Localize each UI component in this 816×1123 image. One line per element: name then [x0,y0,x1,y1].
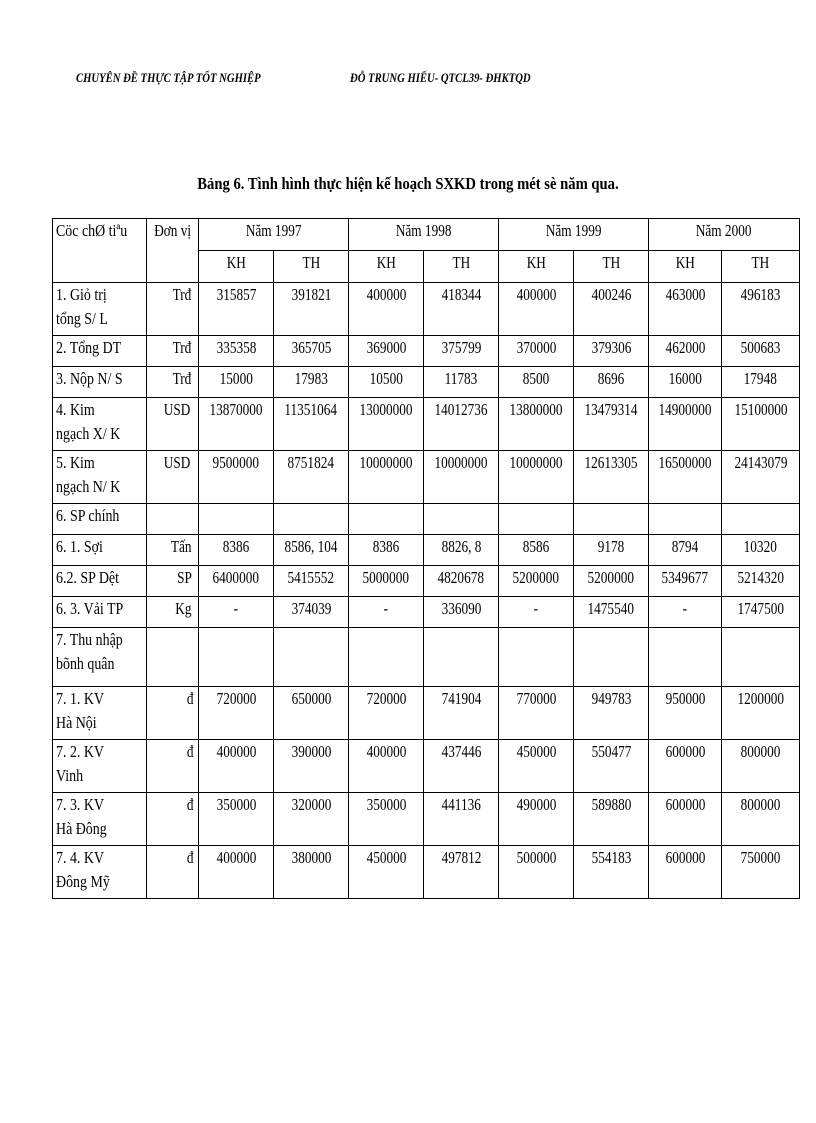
value-cell: 949783 [574,687,649,740]
value-cell: 8794 [649,535,722,566]
value-cell [349,628,424,687]
value-cell: 400246 [574,283,649,336]
row-unit [147,504,199,535]
value-cell: 500683 [722,336,800,367]
value-cell: 720000 [199,687,274,740]
value-cell: 8826, 8 [424,535,499,566]
row-label [53,367,147,398]
value-cell: 320000 [274,793,349,846]
row-label [53,597,147,628]
header-sub: TH [722,251,800,283]
row-label [53,398,147,451]
value-cell: 5349677 [649,566,722,597]
row-label-line1: 7. 1. KV [56,689,105,708]
value-cell: 5200000 [499,566,574,597]
header-right: ĐỖ TRUNG HIẾU- QTCL39- ĐHKTQD [350,70,531,85]
value-cell [722,504,800,535]
value-cell: 380000 [274,846,349,899]
row-label [53,687,147,740]
row-unit: SP [147,566,199,597]
header-year: Năm 1999 [499,219,649,251]
row-label-line1: 6. SP chính [56,506,120,525]
value-cell: 12613305 [574,451,649,504]
row-unit: Tấn [147,535,199,566]
value-cell [649,628,722,687]
value-cell: 370000 [499,336,574,367]
value-cell: 13000000 [349,398,424,451]
value-cell [499,504,574,535]
value-cell: 6400000 [199,566,274,597]
value-cell: 10320 [722,535,800,566]
header-sub: TH [574,251,649,283]
value-cell: 437446 [424,740,499,793]
value-cell: 11783 [424,367,499,398]
row-unit: USD [147,451,199,504]
row-label-line2: Hà Đông [56,819,107,838]
value-cell: 5200000 [574,566,649,597]
value-cell: 374039 [274,597,349,628]
header-year: Năm 2000 [649,219,800,251]
value-cell: 500000 [499,846,574,899]
row-label [53,451,147,504]
table-title-text: Bảng 6. Tình hình thực hiện kế hoạch SXKD trong mét sè năm qua. [197,174,619,193]
value-cell: 600000 [649,793,722,846]
value-cell: 800000 [722,793,800,846]
header-indicator: Cöc chØ tiªu [53,219,147,283]
table-row [53,846,800,899]
row-label-line1: 3. Nộp N/ S [56,369,123,388]
value-cell: 350000 [199,793,274,846]
row-label-line1: 7. 3. KV [56,795,105,814]
row-label [53,535,147,566]
table-row [53,398,800,451]
value-cell: 13870000 [199,398,274,451]
value-cell: - [199,597,274,628]
value-cell: 400000 [199,740,274,793]
table-row [53,597,800,628]
value-cell: 350000 [349,793,424,846]
value-cell: 1747500 [722,597,800,628]
value-cell: 15100000 [722,398,800,451]
value-cell [199,628,274,687]
row-unit: USD [147,398,199,451]
value-cell: 9500000 [199,451,274,504]
header-sub: TH [274,251,349,283]
value-cell: 441136 [424,793,499,846]
row-unit: Trđ [147,367,199,398]
table-row [53,283,800,336]
value-cell: 600000 [649,846,722,899]
row-label-line1: 6.2. SP Dệt [56,568,119,587]
row-label-line2: Hà Nội [56,713,97,732]
value-cell: 369000 [349,336,424,367]
value-cell: 8586 [499,535,574,566]
value-cell: 17983 [274,367,349,398]
value-cell [349,504,424,535]
value-cell: 750000 [722,846,800,899]
row-label [53,504,147,535]
header-year: Năm 1998 [349,219,499,251]
value-cell: 450000 [499,740,574,793]
value-cell: 14012736 [424,398,499,451]
table-row [53,336,800,367]
row-unit: Trđ [147,336,199,367]
value-cell [199,504,274,535]
header-sub: KH [349,251,424,283]
row-unit: đ [147,687,199,740]
table-title [0,174,816,194]
row-label [53,740,147,793]
value-cell: 365705 [274,336,349,367]
value-cell: 400000 [199,846,274,899]
value-cell: 741904 [424,687,499,740]
value-cell: 554183 [574,846,649,899]
row-label-line2: Vinh [56,766,84,785]
value-cell: 336090 [424,597,499,628]
value-cell: 8751824 [274,451,349,504]
value-cell: 400000 [349,283,424,336]
value-cell: 390000 [274,740,349,793]
table-row [53,687,800,740]
table-row [53,367,800,398]
row-label [53,283,147,336]
header-unit: Đơn vị [147,219,199,283]
row-unit: đ [147,846,199,899]
value-cell: 8696 [574,367,649,398]
value-cell [574,504,649,535]
value-cell: 375799 [424,336,499,367]
table-row [53,535,800,566]
header-sub: KH [499,251,574,283]
value-cell: 1200000 [722,687,800,740]
row-label-line1: 6. 3. Vải TP [56,599,124,618]
value-cell: 770000 [499,687,574,740]
value-cell: 24143079 [722,451,800,504]
value-cell: 400000 [349,740,424,793]
value-cell: 11351064 [274,398,349,451]
value-cell: 10000000 [349,451,424,504]
value-cell: 800000 [722,740,800,793]
value-cell [499,628,574,687]
value-cell: 10000000 [424,451,499,504]
plan-table [52,218,800,899]
value-cell [574,628,649,687]
value-cell: 10500 [349,367,424,398]
value-cell: 8586, 104 [274,535,349,566]
value-cell: 8386 [199,535,274,566]
row-label [53,793,147,846]
value-cell [274,628,349,687]
value-cell: 17948 [722,367,800,398]
row-label-line2: tổng S/ L [56,309,108,328]
row-unit: đ [147,740,199,793]
table-row [53,628,800,687]
header-left: CHUYÊN ĐỀ THỰC TẬP TỐT NGHIỆP [76,70,261,85]
value-cell: - [349,597,424,628]
row-label-line1: 5. Kim [56,453,95,472]
value-cell: 8386 [349,535,424,566]
table-row [53,504,800,535]
value-cell [649,504,722,535]
value-cell [424,504,499,535]
row-unit: đ [147,793,199,846]
value-cell: 418344 [424,283,499,336]
header-year: Năm 1997 [199,219,349,251]
value-cell: 315857 [199,283,274,336]
row-label [53,846,147,899]
value-cell: 1475540 [574,597,649,628]
value-cell: 490000 [499,793,574,846]
row-label-line2: ngạch N/ K [56,477,121,496]
value-cell: 8500 [499,367,574,398]
value-cell: 400000 [499,283,574,336]
value-cell: 463000 [649,283,722,336]
row-label-line1: 6. 1. Sợi [56,537,103,556]
table-row [53,566,800,597]
row-label-line1: 4. Kim [56,400,95,419]
value-cell: 496183 [722,283,800,336]
value-cell: 379306 [574,336,649,367]
header-sub: KH [649,251,722,283]
row-label-line1: 7. 2. KV [56,742,105,761]
value-cell [274,504,349,535]
row-label-line1: 7. Thu nhập [56,630,123,649]
row-label [53,566,147,597]
row-label [53,628,147,687]
row-label-line1: 1. Giỏ trị [56,285,107,304]
header-sub: TH [424,251,499,283]
value-cell: 16500000 [649,451,722,504]
table-row [53,793,800,846]
value-cell: 450000 [349,846,424,899]
table-row [53,451,800,504]
value-cell: 16000 [649,367,722,398]
value-cell: 462000 [649,336,722,367]
row-label [53,336,147,367]
value-cell: 391821 [274,283,349,336]
value-cell: 650000 [274,687,349,740]
value-cell: 497812 [424,846,499,899]
value-cell: 4820678 [424,566,499,597]
value-cell: 550477 [574,740,649,793]
value-cell: 950000 [649,687,722,740]
row-label-line1: 7. 4. KV [56,848,105,867]
row-label-line2: Đông Mỹ [56,872,110,891]
value-cell: 15000 [199,367,274,398]
value-cell: 9178 [574,535,649,566]
header-sub: KH [199,251,274,283]
value-cell: 720000 [349,687,424,740]
value-cell [722,628,800,687]
value-cell: 10000000 [499,451,574,504]
value-cell: 589880 [574,793,649,846]
row-label-line1: 2. Tổng DT [56,338,122,357]
row-unit: Trđ [147,283,199,336]
table-row [53,740,800,793]
value-cell: 14900000 [649,398,722,451]
value-cell: 13479314 [574,398,649,451]
value-cell: 5000000 [349,566,424,597]
value-cell [424,628,499,687]
value-cell: 335358 [199,336,274,367]
row-label-line2: ngạch X/ K [56,424,121,443]
header-row-years [53,219,800,251]
value-cell: 5415552 [274,566,349,597]
value-cell: 13800000 [499,398,574,451]
row-unit: Kg [147,597,199,628]
value-cell: 5214320 [722,566,800,597]
value-cell: - [499,597,574,628]
row-label-line2: bõnh quân [56,654,115,673]
value-cell: - [649,597,722,628]
value-cell: 600000 [649,740,722,793]
row-unit [147,628,199,687]
